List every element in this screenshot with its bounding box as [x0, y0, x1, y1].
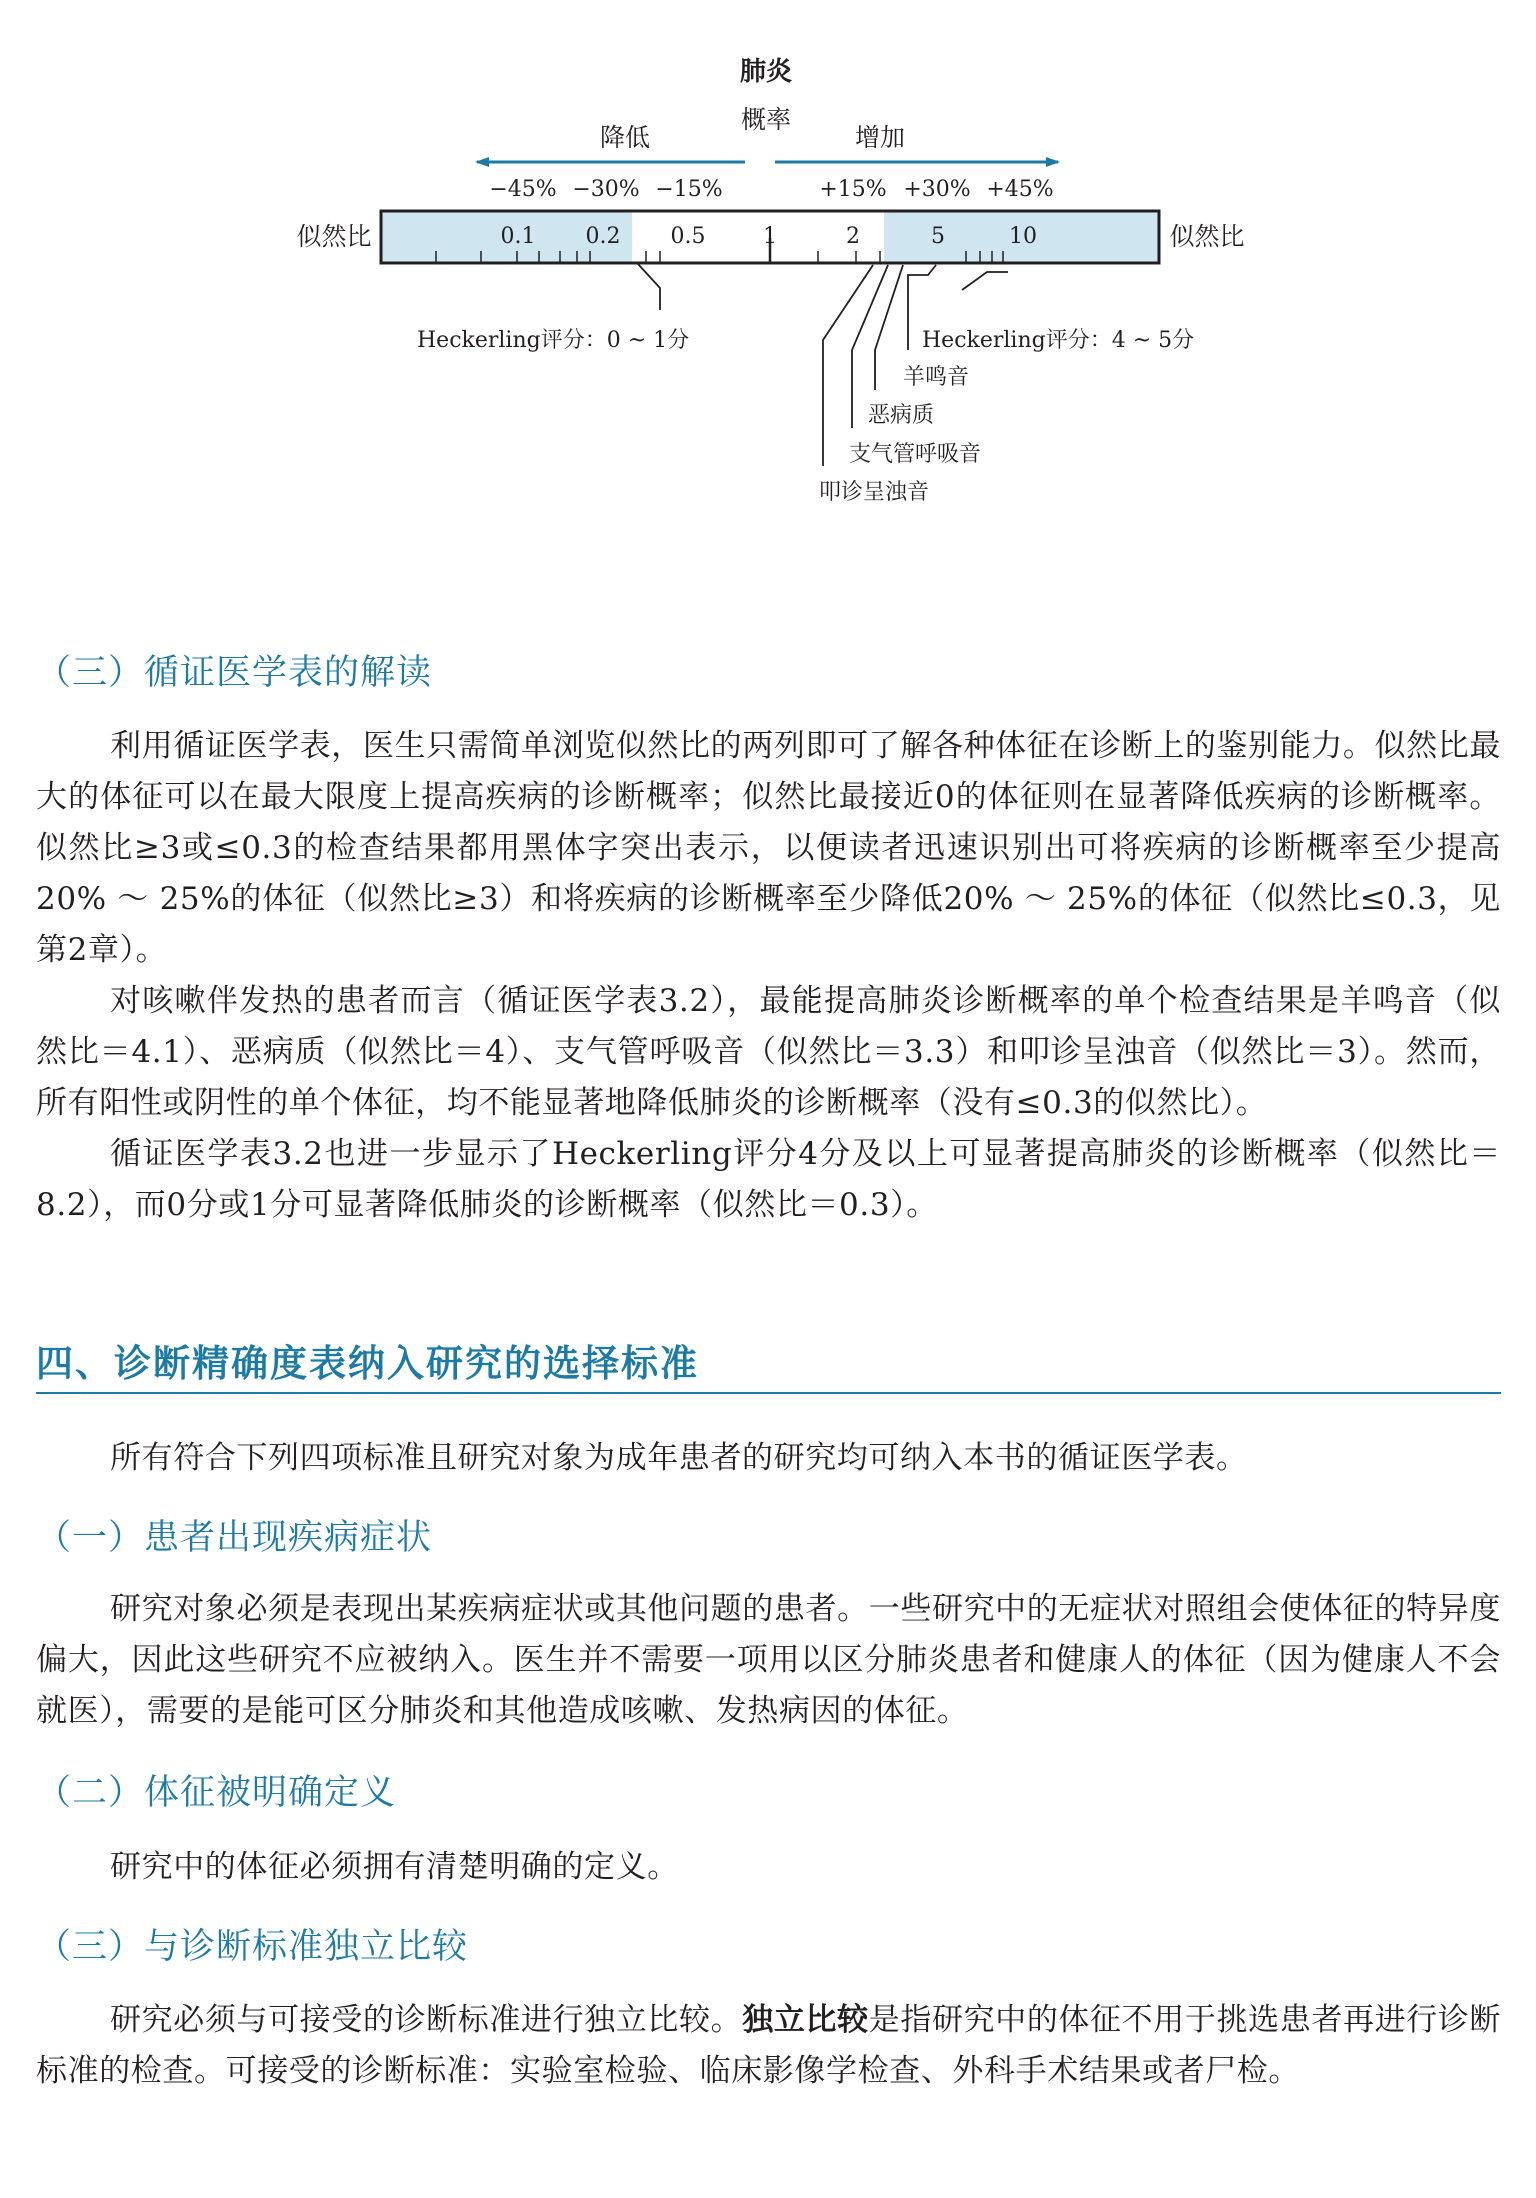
criteria-sub2-body [36, 1842, 1501, 1893]
section-interpret-body [36, 721, 1501, 1231]
tick-label-1: 1 [763, 224, 777, 249]
criteria-sub3-text [36, 1995, 1501, 2097]
section-criteria [36, 1333, 1501, 1387]
criteria-intro-block [36, 1433, 1501, 1484]
paragraph-2: 对咳嗽伴发热的患者而言（循证医学表3.2），最能提高肺炎诊断概率的单个检查结果是羊鸣音（似然比＝4.1）、恶病质（似然比＝4）、支气管呼吸音（似然比＝3.3）和叩诊呈浊音（似然比＝3）。然而，所有阳性或阴性的单个体征，均不能显著地降低肺炎的诊断概率（没有≤0.3的似然比）。 [36, 983, 1501, 1121]
percent-decrease-45: −45% [489, 177, 557, 202]
criteria-sub1-body [36, 1584, 1501, 1737]
criteria-sub2-heading: （二）体征被明确定义 [36, 1773, 397, 1813]
percent-increase-15: +15% [819, 177, 887, 202]
percent-decrease-15: −15% [655, 177, 723, 202]
side-label-left: 似然比 [296, 222, 372, 251]
tick-label-0.2: 0.2 [585, 224, 621, 249]
likelihood-ratio-nomogram [0, 0, 1536, 520]
tick-label-5: 5 [931, 224, 945, 249]
heading-rule [36, 1392, 1501, 1394]
tick-label-2: 2 [846, 224, 860, 249]
criteria-intro: 所有符合下列四项标准且研究对象为成年患者的研究均可纳入本书的循证医学表。 [110, 1440, 1248, 1476]
figure-subtitle: 概率 [740, 105, 792, 134]
criteria-sub2 [36, 1765, 1501, 1815]
criteria-sub1-text: 研究对象必须是表现出某疾病症状或其他问题的患者。一些研究中的无症状对照组会使体征的特异度偏大，因此这些研究不应被纳入。医生并不需要一项用以区分肺炎患者和健康人的体征（因为健康人不会就医），需要的是能可区分肺炎和其他造成咳嗽、发热病因的体征。 [36, 1591, 1501, 1729]
callout-egophony: 羊鸣音 [903, 365, 970, 390]
tick-label-10: 10 [1009, 224, 1037, 249]
section-interpret-heading: （三）循证医学表的解读 [36, 653, 433, 693]
figure-title: 肺炎 [739, 57, 793, 87]
criteria-sub3-body [36, 1995, 1501, 2097]
callout-heckerling-low: Heckerling评分：0 ~ 1分 [417, 328, 690, 353]
side-label-right: 似然比 [1169, 222, 1245, 251]
section-interpret [36, 645, 1501, 695]
tick-label-0.5: 0.5 [670, 224, 706, 249]
decrease-label: 降低 [599, 123, 651, 152]
increase-label: 增加 [854, 123, 906, 152]
callout-cachexia: 恶病质 [868, 403, 935, 428]
criteria-sub3-text-before: 研究必须与可接受的诊断标准进行独立比较。 [110, 2002, 743, 2038]
callout-bronchial-breath: 支气管呼吸音 [849, 442, 982, 467]
percent-decrease-30: −30% [572, 177, 640, 202]
callout-dullness: 叩诊呈浊音 [819, 480, 930, 505]
callout-heckerling-high: Heckerling评分：4 ~ 5分 [922, 328, 1195, 353]
criteria-sub3 [36, 1919, 1501, 1969]
criteria-sub3-text-after: 是指研究中的体征不用于挑选患者再进行诊断标准的检查。可接受的诊断标准：实验室检验、临床影像学检查、外科手术结果或者尸检。 [36, 2002, 1502, 2089]
paragraph-1: 利用循证医学表，医生只需简单浏览似然比的两列即可了解各种体征在诊断上的鉴别能力。似然比最大的体征可以在最大限度上提高疾病的诊断概率；似然比最接近0的体征则在显著降低疾病的诊断概率。似然比≥3或≤0.3的检查结果都用黑体字突出表示，以便读者迅速识别出可将疾病的诊断概率至少提高20% ～ 25%的体征（似然比≥3）和将疾病的诊断概率至少降低20% ～ 25%的体征（似然比≤0.3，见第2章）。 [36, 728, 1501, 968]
criteria-sub1-heading: （一）患者出现疾病症状 [36, 1518, 433, 1558]
percent-increase-30: +30% [903, 177, 971, 202]
paragraph-3: 循证医学表3.2也进一步显示了Heckerling评分4分及以上可显著提高肺炎的诊断概率（似然比＝8.2），而0分或1分可显著降低肺炎的诊断概率（似然比＝0.3）。 [36, 1136, 1501, 1223]
criteria-sub1 [36, 1510, 1501, 1560]
criteria-sub3-heading: （三）与诊断标准独立比较 [36, 1927, 469, 1967]
section-criteria-heading: 四、诊断精确度表纳入研究的选择标准 [36, 1342, 699, 1385]
tick-label-0.1: 0.1 [500, 224, 536, 249]
percent-increase-45: +45% [986, 177, 1054, 202]
criteria-sub2-text: 研究中的体征必须拥有清楚明确的定义。 [110, 1849, 679, 1885]
criteria-sub3-bold-term: 独立比较 [742, 2002, 869, 2038]
